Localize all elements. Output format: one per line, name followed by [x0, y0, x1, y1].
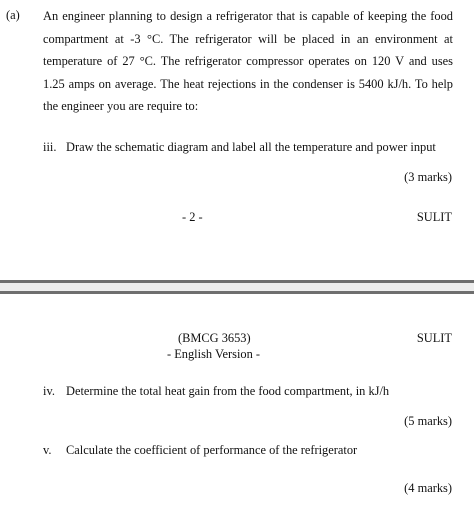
page-break-bottom-edge	[0, 291, 474, 294]
part-iii-number: iii.	[43, 140, 57, 154]
part-iv-number: iv.	[43, 384, 55, 398]
footer-sulit: SULIT	[416, 210, 452, 224]
question-line: compartment at -3 °C. The refrigerator will be placed in an environment at	[43, 31, 453, 46]
question-line: the engineer you are require to:	[43, 99, 199, 113]
header-sulit: SULIT	[416, 331, 452, 345]
question-line: 1.25 amps on average. The heat rejections in the condenser is 5400 kJ/h. To help	[43, 76, 453, 91]
part-iv-marks: (5 marks)	[404, 414, 452, 428]
page-break-top-edge	[0, 280, 474, 283]
page-number: - 2 -	[182, 210, 203, 224]
question-line: temperature of 27 °C. The refrigerator compressor operates on 120 V and uses	[43, 54, 453, 68]
part-v-text: Calculate the coefficient of performance of the refrigerator	[66, 443, 358, 457]
question-line: An engineer planning to design a refrigerator that is capable of keeping the food	[43, 9, 453, 23]
question-label: (a)	[6, 8, 20, 22]
part-iii-marks: (3 marks)	[404, 170, 452, 184]
course-code: (BMCG 3653)	[178, 331, 251, 345]
question-paragraph	[43, 5, 453, 118]
part-v-marks: (4 marks)	[404, 481, 452, 495]
english-version: - English Version -	[167, 347, 261, 361]
part-iv-text: Determine the total heat gain from the food compartment, in kJ/h	[66, 384, 390, 398]
part-v-number: v.	[43, 443, 52, 457]
part-iii-text: Draw the schematic diagram and label all the temperature and power input	[66, 140, 436, 154]
